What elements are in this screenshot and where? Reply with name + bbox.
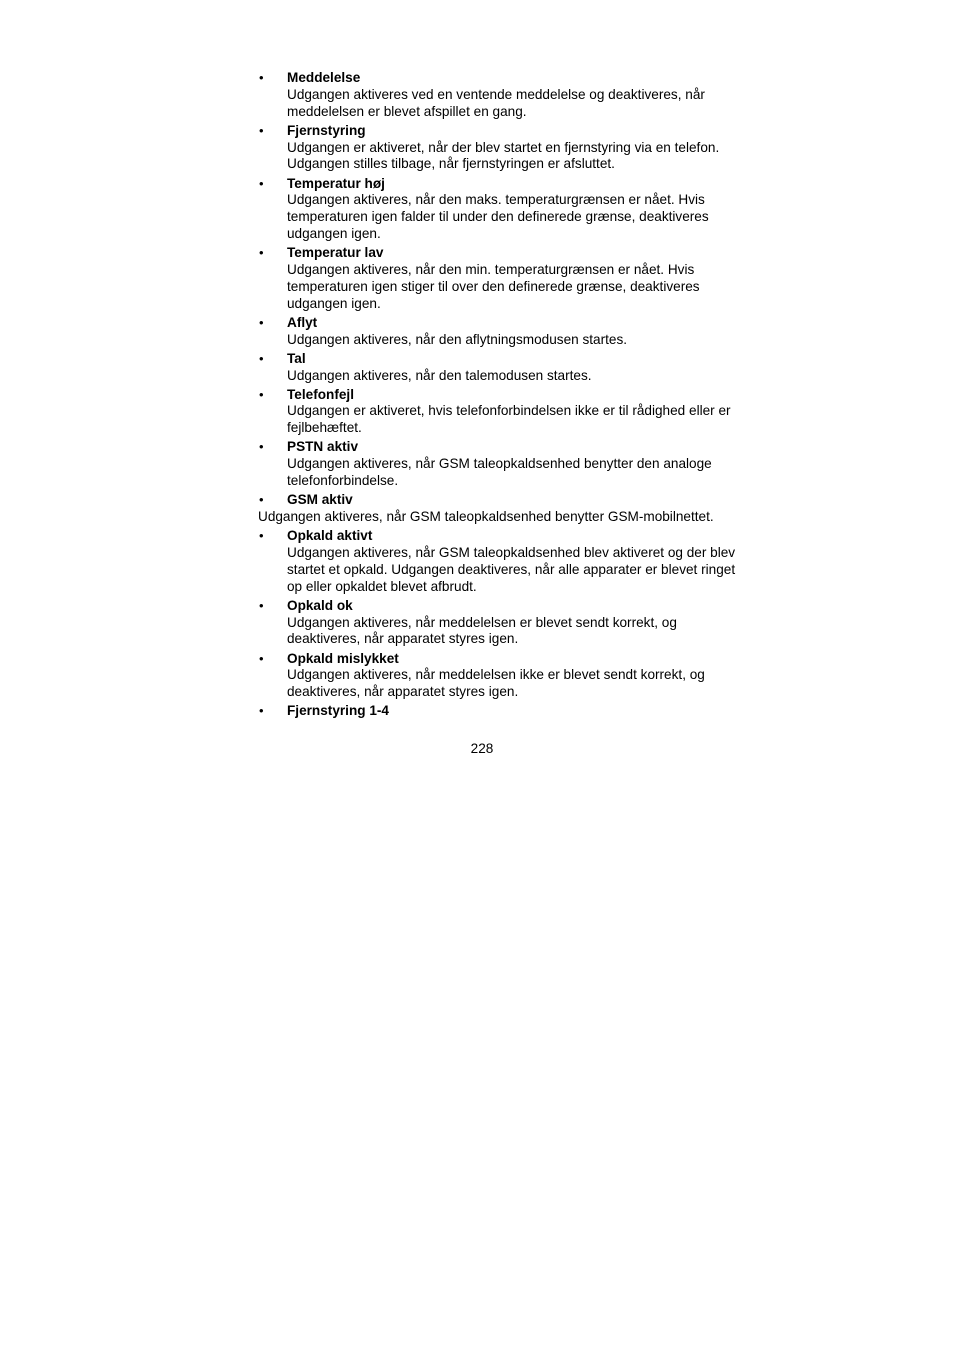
- item-description: Udgangen er aktiveret, når der blev startet en fjernstyring via en telefon. Udgangen stilles tilbage, når fjernstyringen er afsluttet.: [287, 139, 720, 172]
- bullet-icon: •: [259, 386, 264, 402]
- bullet-icon: •: [259, 175, 264, 191]
- bullet-icon: •: [259, 528, 264, 544]
- list-item: [258, 651, 738, 701]
- list-item: [258, 315, 738, 349]
- list-item: [258, 387, 738, 437]
- bullet-icon: •: [259, 650, 264, 666]
- item-title: Opkald mislykket: [287, 650, 399, 666]
- item-description: Udgangen aktiveres, når den min. temperaturgrænsen er nået. Hvis temperaturen igen stiger til over den definerede grænse, deaktiveres udgangen igen.: [287, 261, 700, 311]
- item-title: Opkald aktivt: [287, 528, 373, 544]
- item-title: Temperatur lav: [287, 245, 384, 261]
- item-title: Meddelelse: [287, 70, 361, 85]
- list-item: [258, 176, 738, 243]
- bullet-icon: •: [259, 439, 264, 455]
- item-title: Telefonfejl: [287, 386, 354, 402]
- list-item: [258, 703, 738, 720]
- item-title: Aflyt: [287, 314, 318, 330]
- bullet-icon: •: [259, 245, 264, 261]
- item-title: Fjernstyring 1-4: [287, 703, 389, 719]
- list-item: [258, 245, 738, 312]
- item-title: Fjernstyring: [287, 122, 366, 138]
- list-item: [258, 439, 738, 489]
- list-item: [258, 351, 738, 385]
- item-description: Udgangen er aktiveret, hvis telefonforbindelsen ikke er til rådighed eller er fejlbehæftet.: [287, 403, 731, 436]
- bullet-icon: •: [259, 350, 264, 366]
- item-description: Udgangen aktiveres ved en ventende meddelelse og deaktiveres, når meddelelsen er blevet afspillet en gang.: [287, 86, 705, 119]
- document-body: [258, 70, 738, 723]
- item-description: Udgangen aktiveres, når meddelelsen er blevet sendt korrekt, og deaktiveres, når apparatet styres igen.: [287, 614, 677, 647]
- list-item: [258, 528, 738, 595]
- list-item: [258, 123, 738, 173]
- bullet-icon: •: [259, 122, 264, 138]
- item-title: Temperatur høj: [287, 175, 385, 191]
- item-description: Udgangen aktiveres, når den aflytningsmodusen startes.: [287, 331, 628, 347]
- bullet-icon: •: [259, 492, 264, 508]
- list-item: [258, 70, 738, 120]
- item-description: Udgangen aktiveres, når GSM taleopkaldsenhed benytter den analoge telefonforbindelse.: [287, 456, 712, 489]
- bullet-icon: •: [259, 70, 264, 85]
- item-title: Tal: [287, 350, 306, 366]
- item-description: Udgangen aktiveres, når meddelelsen ikke er blevet sendt korrekt, og deaktiveres, når apparatet styres igen.: [287, 667, 705, 700]
- list-item: [258, 598, 738, 648]
- item-description: Udgangen aktiveres, når den talemodusen startes.: [287, 367, 592, 383]
- list-item: [258, 492, 738, 526]
- item-description: Udgangen aktiveres, når GSM taleopkaldsenhed blev aktiveret og der blev startet et opkald. Udgangen deaktiveres, når alle apparater er blevet ringet op eller opkaldet blevet afbrudt.: [287, 545, 736, 594]
- item-title: PSTN aktiv: [287, 439, 359, 455]
- page-number: 228: [470, 741, 494, 756]
- item-title: Opkald ok: [287, 597, 353, 613]
- bullet-icon: •: [259, 597, 264, 613]
- item-description: Udgangen aktiveres, når GSM taleopkaldsenhed benytter GSM-mobilnettet.: [258, 509, 714, 525]
- item-title: GSM aktiv: [287, 492, 353, 508]
- bullet-icon: •: [259, 314, 264, 330]
- bullet-icon: •: [259, 703, 264, 719]
- item-description: Udgangen aktiveres, når den maks. temperaturgrænsen er nået. Hvis temperaturen igen falder til under den definerede grænse, deaktiveres udgangen igen.: [287, 192, 709, 241]
